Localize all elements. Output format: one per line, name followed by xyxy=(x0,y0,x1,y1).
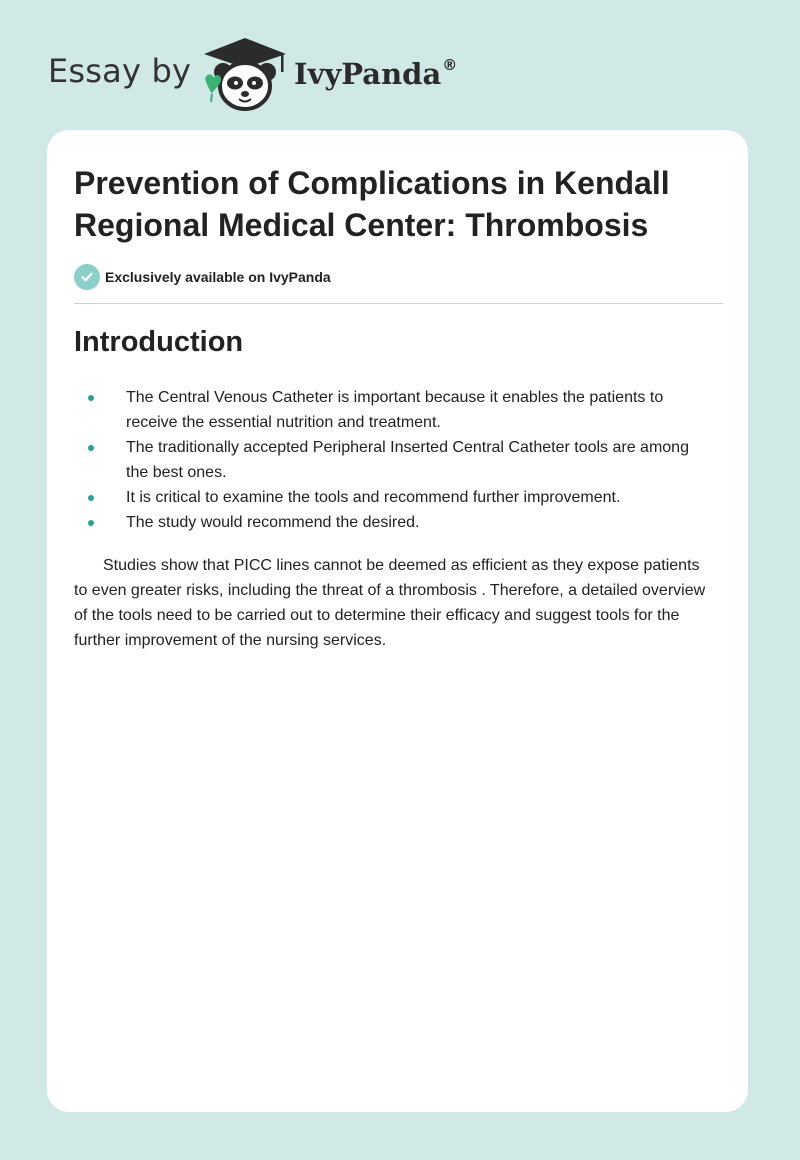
essay-by-label: Essay by xyxy=(48,52,192,90)
bullet-list xyxy=(74,385,714,535)
list-item-text: The study would recommend the desired. xyxy=(126,514,420,531)
list-item xyxy=(74,435,714,485)
bullet-icon xyxy=(88,445,94,451)
essay-card xyxy=(47,130,748,1112)
section-heading: Introduction xyxy=(74,326,244,358)
bullet-icon xyxy=(88,395,94,401)
check-icon xyxy=(74,264,100,290)
badge-label: Exclusively available on IvyPanda xyxy=(105,269,331,285)
bullet-icon xyxy=(88,495,94,501)
essay-title: Prevention of Complications in Kendall Regional Medical Center: Thrombosis xyxy=(74,165,670,243)
divider xyxy=(74,303,723,304)
list-item xyxy=(74,510,714,535)
exclusive-badge xyxy=(74,264,331,290)
site-header xyxy=(48,36,748,116)
list-item-text: It is critical to examine the tools and recommend further improvement. xyxy=(126,489,621,506)
brand-text: IvyPanda xyxy=(294,57,442,91)
registered-mark: ® xyxy=(442,56,458,74)
list-item xyxy=(74,385,714,435)
ivypanda-logo-icon[interactable] xyxy=(200,36,290,116)
bullet-icon xyxy=(88,520,94,526)
list-item-text: The traditionally accepted Peripheral Inserted Central Catheter tools are among the best ones. xyxy=(126,439,689,481)
brand-name[interactable] xyxy=(294,56,457,91)
list-item xyxy=(74,485,714,510)
list-item-text: The Central Venous Catheter is important because it enables the patients to receive the essential nutrition and treatment. xyxy=(126,389,664,431)
body-paragraph: Studies show that PICC lines cannot be deemed as efficient as they expose patients to even greater risks, including the threat of a thrombosis . Therefore, a detailed overview of the tools need to be carried out to determine their efficacy and suggest tools for the further improvement of the nursing services. xyxy=(74,557,706,649)
